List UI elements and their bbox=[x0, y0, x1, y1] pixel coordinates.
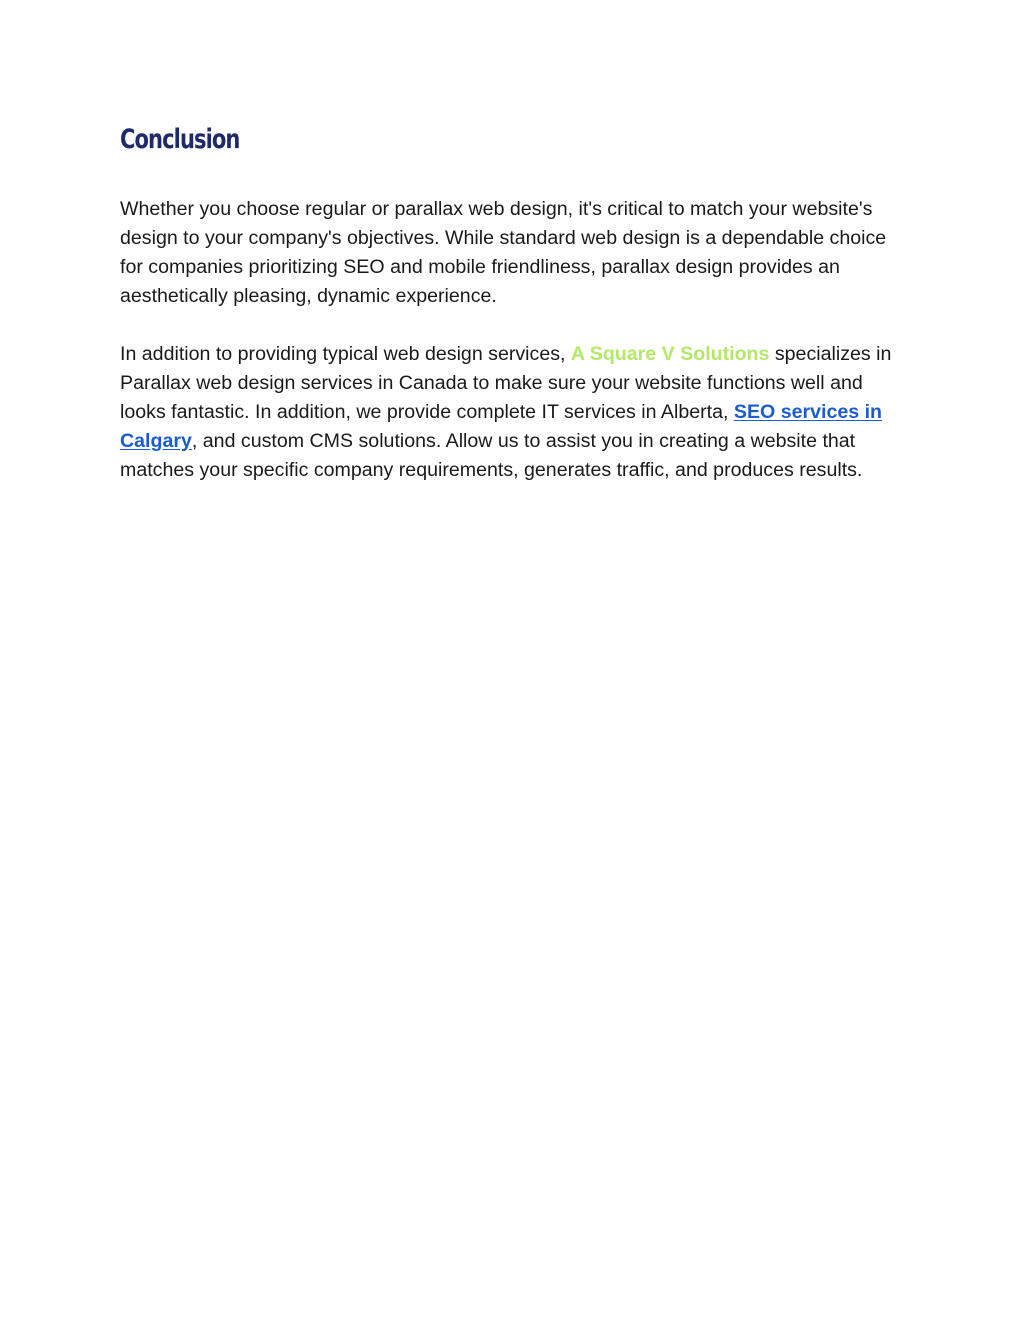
paragraph-services-text-3: , and custom CMS solutions. Allow us to assist you in creating a website that matches your specific company requirements, generates traffic, and produces results. bbox=[120, 430, 863, 481]
paragraph-services-text-1: In addition to providing typical web design services, bbox=[120, 343, 571, 365]
paragraph-intro: Whether you choose regular or parallax web design, it's critical to match your website's design to your company's objectives. While standard web design is a dependable choice for companies prioritizing SEO and mobile friendliness, parallax design provides an aesthetically pleasing, dynamic experience. bbox=[120, 198, 887, 307]
page-title: Conclusion bbox=[120, 124, 240, 155]
brand-name: A Square V Solutions bbox=[570, 343, 770, 365]
paragraph-services-text-2: specializes in Parallax web design services in Canada to make sure your website functions well and looks fantastic. In addition, we provide complete IT services in Alberta, bbox=[120, 343, 892, 423]
paragraph-services bbox=[120, 340, 910, 485]
seo-services-link[interactable]: SEO services in Calgary bbox=[120, 401, 883, 452]
